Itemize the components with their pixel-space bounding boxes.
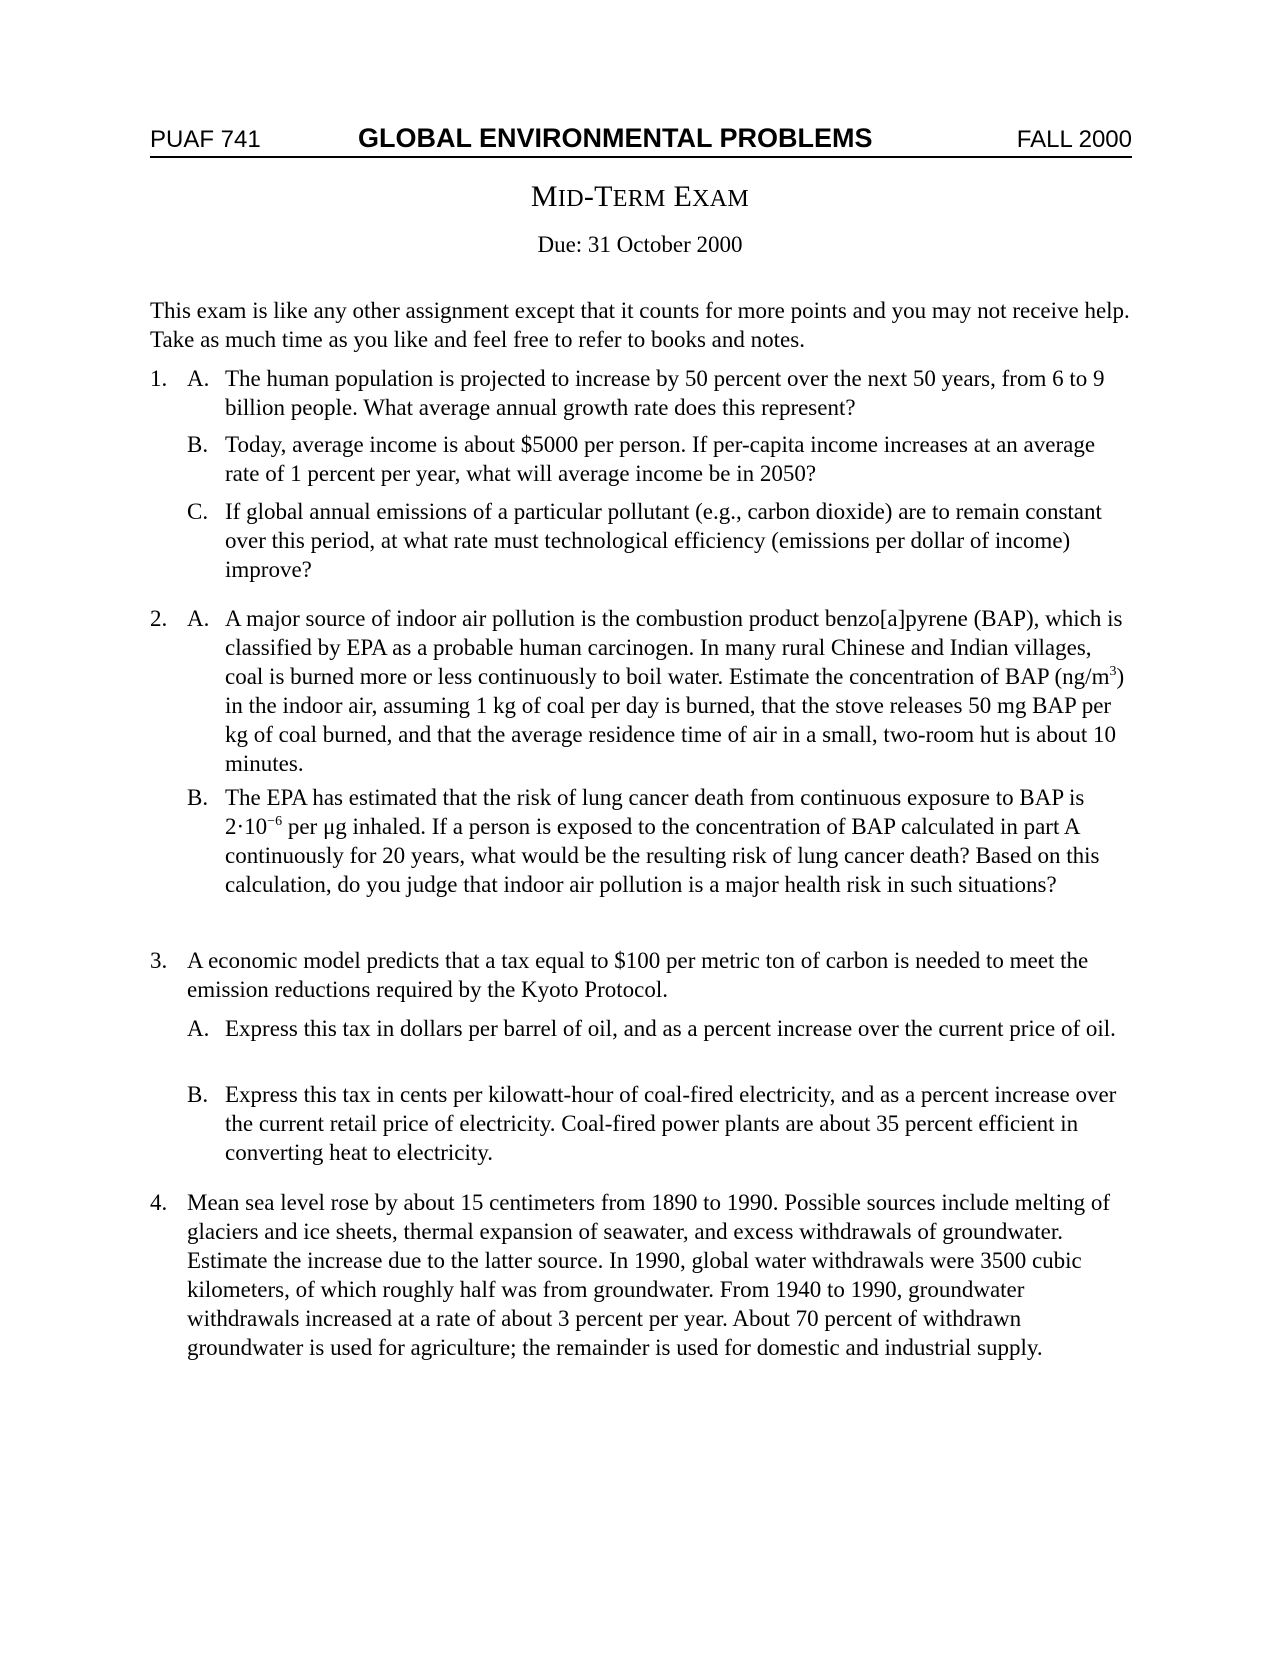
superscript-3: 3 (1109, 664, 1117, 679)
question-2a-label: A. (187, 606, 210, 631)
superscript-exponent: −6 (267, 814, 283, 829)
question-3b-text: Express this tax in cents per kilowatt-hour of coal-fired electricity, and as a percent increase over the current retail price of electricity. Coal-fired power plants are about 35 percent efficient in converting heat to electricity. (225, 1082, 1117, 1165)
question-3-text: A economic model predicts that a tax equal to $100 per metric ton of carbon is needed to meet the emission reductions required by the Kyoto Protocol. (187, 948, 1089, 1002)
question-1c-label: C. (187, 499, 209, 524)
question-1a-text: The human population is projected to increase by 50 percent over the next 50 years, from 6 to 9 billion people. What average annual growth rate does this represent? (225, 366, 1105, 420)
intro-paragraph: This exam is like any other assignment except that it counts for more points and you may not receive help. Take as much time as you like and feel free to refer to books and notes. (150, 298, 1130, 352)
course-title: GLOBAL ENVIRONMENTAL PROBLEMS (358, 123, 873, 153)
course-code: PUAF 741 (150, 126, 261, 153)
question-3-number: 3. (150, 948, 168, 973)
course-term: FALL 2000 (1016, 126, 1132, 153)
exam-title: MID-TERM EXAM (530, 180, 750, 213)
question-1c-text: If global annual emissions of a particular pollutant (e.g., carbon dioxide) are to remain constant over this period, at what rate must technological efficiency (emissions per dollar of income) improve? (225, 499, 1102, 582)
question-1-number: 1. (150, 366, 168, 391)
question-4-text: Mean sea level rose by about 15 centimeters from 1890 to 1990. Possible sources include melting of glaciers and ice sheets, thermal expansion of seawater, and excess withdrawals of groundwater. Estimate the increase due to the latter source. In 1990, global water withdrawals were 3500 cubic kilometers, of which roughly half was from groundwater. From 1940 to 1990, groundwater withdrawals increased at a rate of about 3 percent per year. About 70 percent of withdrawn groundwater is used for agriculture; the remainder is used for domestic and industrial supply. (187, 1190, 1110, 1360)
course-header (150, 120, 1132, 158)
question-1b-text: Today, average income is about $5000 per person. If per-capita income increases at an average rate of 1 percent per year, what will average income be in 2050? (225, 432, 1096, 486)
question-1a-label: A. (187, 366, 210, 391)
question-2b-label: B. (187, 785, 209, 810)
question-4-number: 4. (150, 1190, 168, 1215)
question-2a-text: A major source of indoor air pollution is the combustion product benzo[a]pyrene (BAP), which is classified by EPA as a probable human carcinogen. In many rural Chinese and Indian villages, coal is burned more or less continuously to boil water. Estimate the concentration of BAP $(ng/m^3)$ in the indoor air, assuming 1 kg of coal per day is burned, that the stove releases 50 mg BAP per kg of coal burned, and that the average residence time of air in a small, two-room hut is about 10 minutes. (225, 606, 1125, 776)
question-1b-label: B. (187, 432, 209, 457)
due-date: Due: 31 October 2000 (537, 232, 743, 257)
question-3b-label: B. (187, 1082, 209, 1107)
question-2b-text: The EPA has estimated that the risk of lung cancer death from continuous exposure to BAP is $2\cdot 10^{-6}$ per μg inhaled. If a person is exposed to the concentration of BAP calculated in part A continuously for 20 years, what would be the resulting risk of lung cancer death? Based on this calculation, do you judge that indoor air pollution is a major health risk in such situations? (225, 785, 1100, 897)
question-2-number: 2. (150, 606, 168, 631)
question-3a-label: A. (187, 1016, 210, 1041)
question-3a-text: Express this tax in dollars per barrel of oil, and as a percent increase over the current price of oil. (225, 1016, 1116, 1041)
